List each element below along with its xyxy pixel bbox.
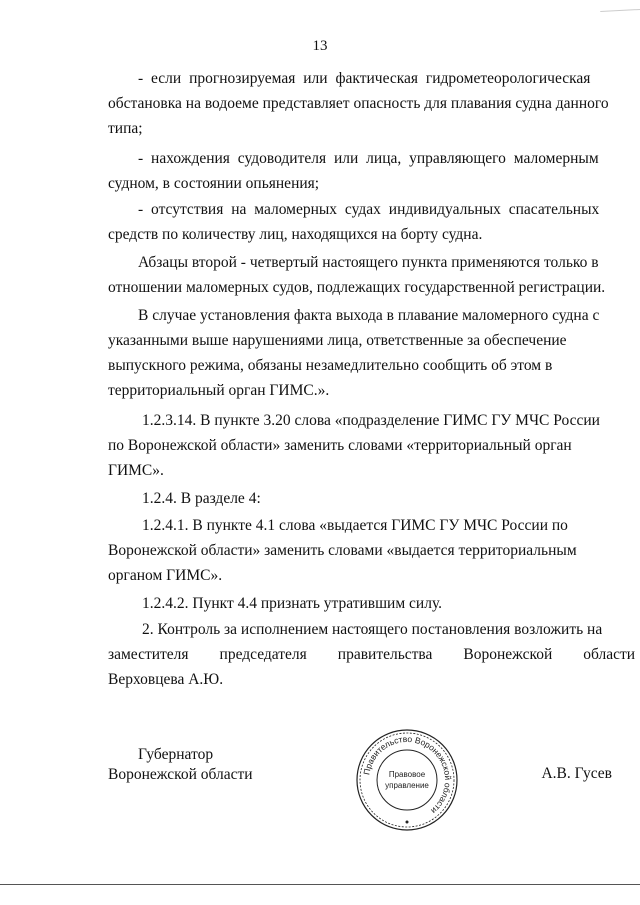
text-line: Абзацы второй - четвертый настоящего пункта применяются только в xyxy=(138,254,599,271)
text-line: 2. Контроль за исполнением настоящего постановления возложить на xyxy=(142,621,603,638)
text-line: 1.2.4.2. Пункт 4.4 признать утратившим силу. xyxy=(142,595,443,612)
text-line: по Воронежской области» заменить словами «территориальный орган xyxy=(108,437,572,454)
official-seal xyxy=(355,728,459,832)
text-line: типа; xyxy=(108,120,143,137)
paragraph-3 xyxy=(108,197,614,247)
paragraph-2 xyxy=(108,146,614,196)
paragraph-5 xyxy=(108,303,614,403)
paragraph-6 xyxy=(108,408,614,483)
signer-position: Губернатор xyxy=(138,746,214,763)
paragraph-8 xyxy=(108,513,614,588)
text-line: - отсутствия на маломерных судах индивидуальных спасательных xyxy=(138,201,600,218)
text-line: обстановка на водоеме представляет опасность для плавания судна данного xyxy=(108,95,609,112)
text-line: судном, в состоянии опьянения; xyxy=(108,175,320,192)
paragraph-1 xyxy=(108,66,614,141)
scan-corner-mark xyxy=(600,0,640,12)
text-line: Воронежской области» заменить словами «выдается территориальным xyxy=(108,542,577,559)
text-line: указанными выше нарушениями лица, ответственные за обеспечение xyxy=(108,332,567,349)
signer-title xyxy=(108,745,253,785)
text-line: территориальный орган ГИМС.». xyxy=(108,382,330,399)
paragraph-7 xyxy=(108,486,614,511)
page-number: 13 xyxy=(312,38,328,54)
text-line: 1.2.3.14. В пункте 3.20 слова «подразделение ГИМС ГУ МЧС России xyxy=(142,412,600,429)
text-line: отношении маломерных судов, подлежащих государственной регистрации. xyxy=(108,279,606,296)
text-line: 1.2.4. В разделе 4: xyxy=(142,490,261,507)
text-line: В случае установления факта выхода в плавание маломерного судна с xyxy=(138,307,600,324)
text-line: 1.2.4.1. В пункте 4.1 слова «выдается ГИМС ГУ МЧС России по xyxy=(142,517,568,534)
text-line: Верховцева А.Ю. xyxy=(108,671,224,688)
text-line: заместителя председателя правительства Воронежской области xyxy=(108,646,636,663)
paragraph-9 xyxy=(108,591,614,616)
paragraph-10 xyxy=(108,617,636,692)
text-line: органом ГИМС». xyxy=(108,567,223,584)
seal-center-line1: Правовое xyxy=(388,770,426,779)
text-line: средств по количеству лиц, находящихся на борту судна. xyxy=(108,226,483,243)
paragraph-4 xyxy=(108,250,614,300)
bottom-rule xyxy=(0,884,640,885)
text-line: ГИМС». xyxy=(108,462,164,479)
text-line: выпускного режима, обязаны незамедлительно сообщить об этом в xyxy=(108,357,553,374)
seal-ring-text: Правительство Воронежской области xyxy=(361,733,454,817)
text-line: - нахождения судоводителя или лица, управляющего маломерным xyxy=(138,150,599,167)
text-line: - если прогнозируемая или фактическая гидрометеорологическая xyxy=(138,70,591,87)
seal-center-line2: управление xyxy=(385,781,429,790)
signer-region: Воронежской области xyxy=(108,766,253,783)
signer-name: А.В. Гусев xyxy=(541,765,612,782)
